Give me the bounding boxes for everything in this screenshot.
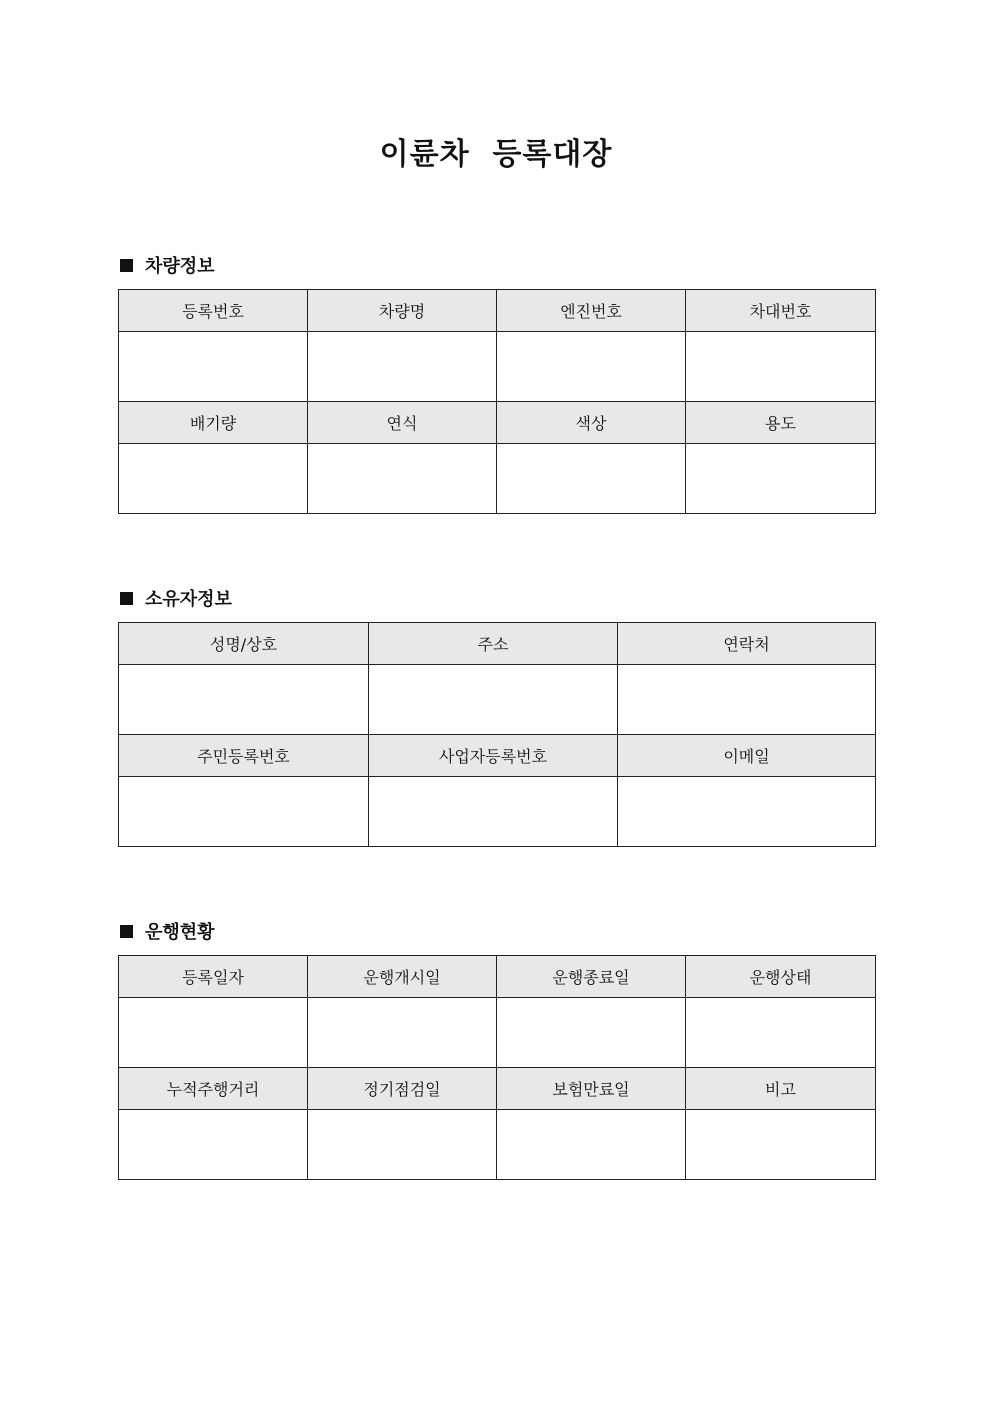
header-row — [119, 623, 876, 665]
blank-entry-cell[interactable] — [686, 332, 876, 402]
column-header: 색상 — [497, 402, 686, 444]
column-header: 배기량 — [119, 402, 308, 444]
column-header: 등록일자 — [119, 956, 308, 998]
blank-entry-cell[interactable] — [119, 332, 308, 402]
column-header: 연락처 — [618, 623, 876, 665]
header-row — [119, 290, 876, 332]
column-header: 운행개시일 — [308, 956, 497, 998]
square-bullet-icon — [120, 925, 133, 938]
blank-entry-cell[interactable] — [308, 998, 497, 1068]
column-header: 연식 — [308, 402, 497, 444]
blank-entry-cell[interactable] — [497, 332, 686, 402]
column-header: 운행종료일 — [497, 956, 686, 998]
input-row — [119, 998, 876, 1068]
column-header: 성명/상호 — [119, 623, 369, 665]
blank-entry-cell[interactable] — [119, 998, 308, 1068]
section-heading — [120, 252, 875, 278]
header-row — [119, 956, 876, 998]
input-row — [119, 332, 876, 402]
input-row — [119, 665, 876, 735]
input-row — [119, 777, 876, 847]
column-header: 비고 — [686, 1068, 876, 1110]
section-heading-label: 운행현황 — [145, 922, 215, 943]
column-header: 주민등록번호 — [119, 735, 369, 777]
blank-entry-cell[interactable] — [119, 1110, 308, 1180]
blank-entry-cell[interactable] — [686, 1110, 876, 1180]
column-header: 사업자등록번호 — [369, 735, 618, 777]
square-bullet-icon — [120, 259, 133, 272]
blank-entry-cell[interactable] — [308, 332, 497, 402]
column-header: 등록번호 — [119, 290, 308, 332]
column-header: 이메일 — [618, 735, 876, 777]
section-heading-label: 차량정보 — [145, 256, 215, 277]
section-heading — [120, 918, 875, 944]
blank-entry-cell[interactable] — [119, 444, 308, 514]
section-vehicle-info — [118, 252, 875, 433]
blank-entry-cell[interactable] — [618, 777, 876, 847]
column-header: 엔진번호 — [497, 290, 686, 332]
column-header: 누적주행거리 — [119, 1068, 308, 1110]
blank-entry-cell[interactable] — [618, 665, 876, 735]
section-owner-info — [118, 585, 875, 766]
column-header: 운행상태 — [686, 956, 876, 998]
blank-entry-cell[interactable] — [369, 665, 618, 735]
header-row — [119, 402, 876, 444]
header-row — [119, 1068, 876, 1110]
blank-entry-cell[interactable] — [308, 1110, 497, 1180]
blank-entry-cell[interactable] — [497, 1110, 686, 1180]
owner-info-table — [118, 622, 876, 847]
input-row — [119, 1110, 876, 1180]
blank-entry-cell[interactable] — [686, 998, 876, 1068]
blank-entry-cell[interactable] — [497, 444, 686, 514]
column-header: 정기점검일 — [308, 1068, 497, 1110]
section-heading — [120, 585, 875, 611]
column-header: 보험만료일 — [497, 1068, 686, 1110]
column-header: 주소 — [369, 623, 618, 665]
column-header: 용도 — [686, 402, 876, 444]
header-row — [119, 735, 876, 777]
section-operation-status — [118, 918, 875, 1099]
square-bullet-icon — [120, 592, 133, 605]
vehicle-info-table — [118, 289, 876, 514]
operation-status-table — [118, 955, 876, 1180]
column-header: 차량명 — [308, 290, 497, 332]
blank-entry-cell[interactable] — [369, 777, 618, 847]
blank-entry-cell[interactable] — [308, 444, 497, 514]
section-heading-label: 소유자정보 — [145, 589, 232, 610]
column-header: 차대번호 — [686, 290, 876, 332]
input-row — [119, 444, 876, 514]
blank-entry-cell[interactable] — [119, 777, 369, 847]
blank-entry-cell[interactable] — [119, 665, 369, 735]
blank-entry-cell[interactable] — [497, 998, 686, 1068]
document-title: 이륜차 등록대장 — [379, 137, 613, 172]
blank-entry-cell[interactable] — [686, 444, 876, 514]
